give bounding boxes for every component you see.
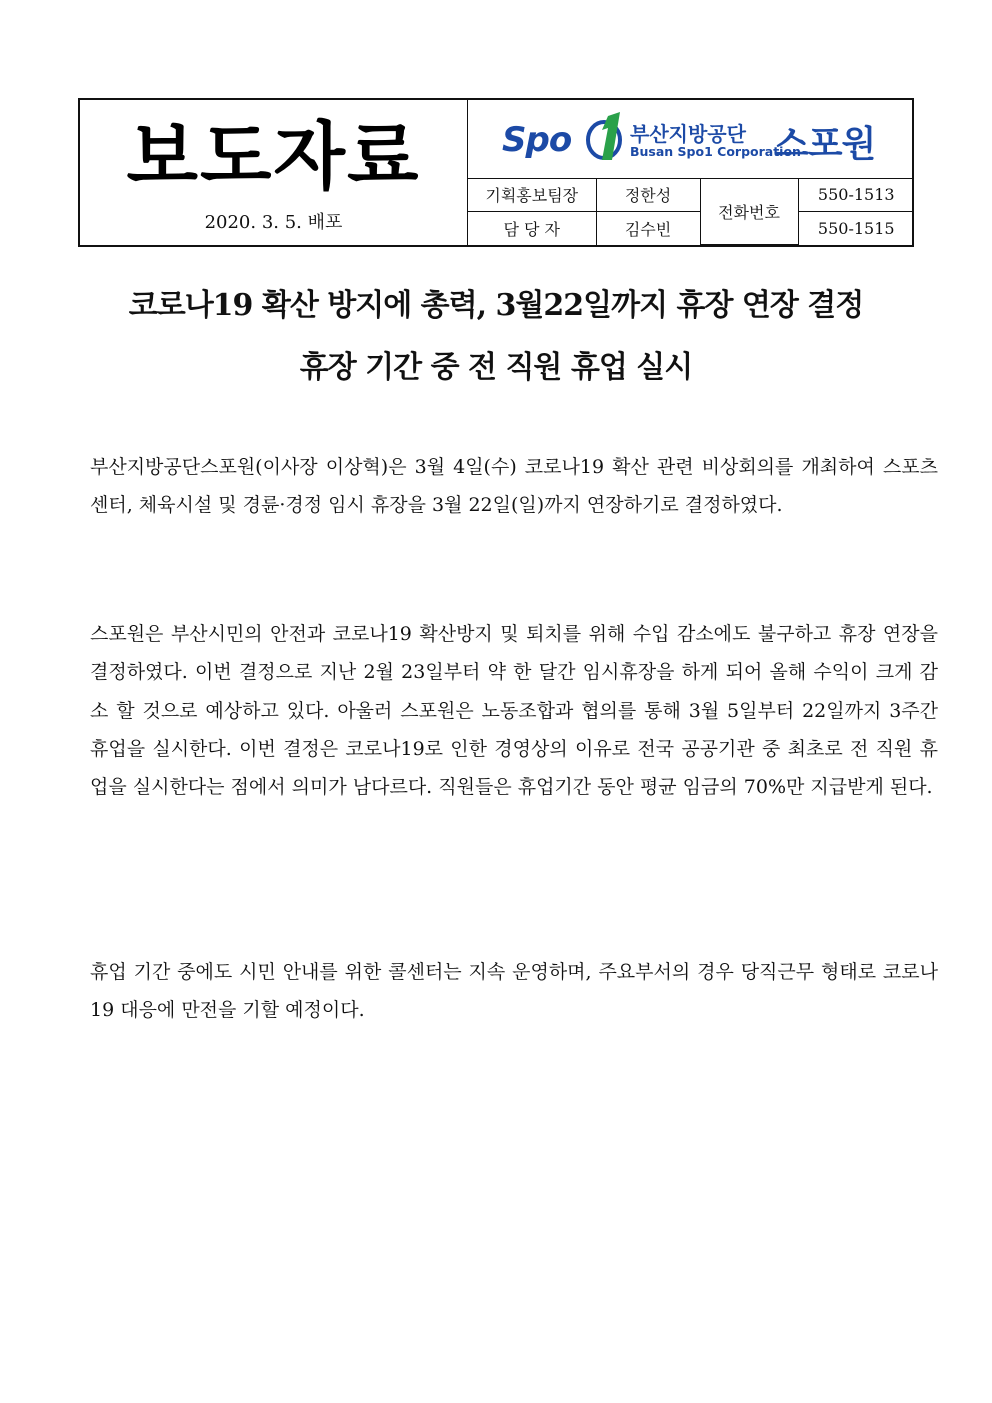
contact-name-1: 정한성 (596, 178, 700, 211)
logo-area (468, 100, 912, 179)
contact-phone-1: 550-1513 (798, 178, 914, 211)
phone-label: 전화번호 (700, 178, 798, 245)
contact-phone-2: 550-1515 (798, 211, 914, 244)
body-paragraph-2: 스포원은 부산시민의 안전과 코로나19 확산방지 및 퇴치를 위해 수입 감소에도 불구하고 휴장 연장을 결정하였다. 이번 결정으로 지난 2월 23일부터 약 한 달간 임시휴장을 하게 되어 올해 수익이 크게 감소 할 것으로 예상하고 있다. 아울러 스포원은 노동조합과 협의를 통해 3월 5일부터 22일까지 3주간 휴업을 실시한다. 이번 결정은 코로나19로 인한 경영상의 이유로 전국 공공기관 중 최초로 전 직원 휴업을 실시한다는 점에서 의미가 남다르다. 직원들은 휴업기간 동안 평균 임금의 70%만 지급받게 된다. (90, 623, 938, 799)
release-date: 2020. 3. 5. 배포 (204, 212, 343, 233)
body-paragraph-1: 부산지방공단스포원(이사장 이상혁)은 3월 4일(수) 코로나19 확산 관련 비상회의를 개최하여 스포츠센터, 체육시설 및 경륜·경정 임시 휴장을 3월 22일(일)까지 연장하기로 결정하였다. (90, 456, 938, 517)
press-release-header (78, 98, 914, 247)
contact-table (468, 178, 912, 245)
spo1-logo (502, 110, 892, 168)
contact-dept-1: 기획홍보팀장 (468, 178, 596, 211)
logo-spo-text: Spo (502, 120, 572, 160)
logo-one-mark-icon (586, 110, 626, 166)
logo-org-kr: 부산지방공단 (630, 122, 746, 146)
headline-main: 코로나19 확산 방지에 총력, 3월22일까지 휴장 연장 결정 (128, 288, 864, 323)
headline-sub: 휴장 기간 중 전 직원 휴업 실시 (299, 350, 693, 385)
doc-title-cell (80, 100, 468, 245)
contact-dept-2: 담 당 자 (468, 211, 596, 244)
doc-type-title: 보도자료 (126, 114, 421, 200)
logo-brand-kr: 스포원 (774, 124, 876, 165)
logo-org-en: Busan Spo1 Corporation (630, 144, 801, 159)
body-paragraph-3: 휴업 기간 중에도 시민 안내를 위한 콜센터는 지속 운영하며, 주요부서의 경우 당직근무 형태로 코로나19 대응에 만전을 기할 예정이다. (90, 961, 938, 1022)
contact-name-2: 김수빈 (596, 211, 700, 244)
